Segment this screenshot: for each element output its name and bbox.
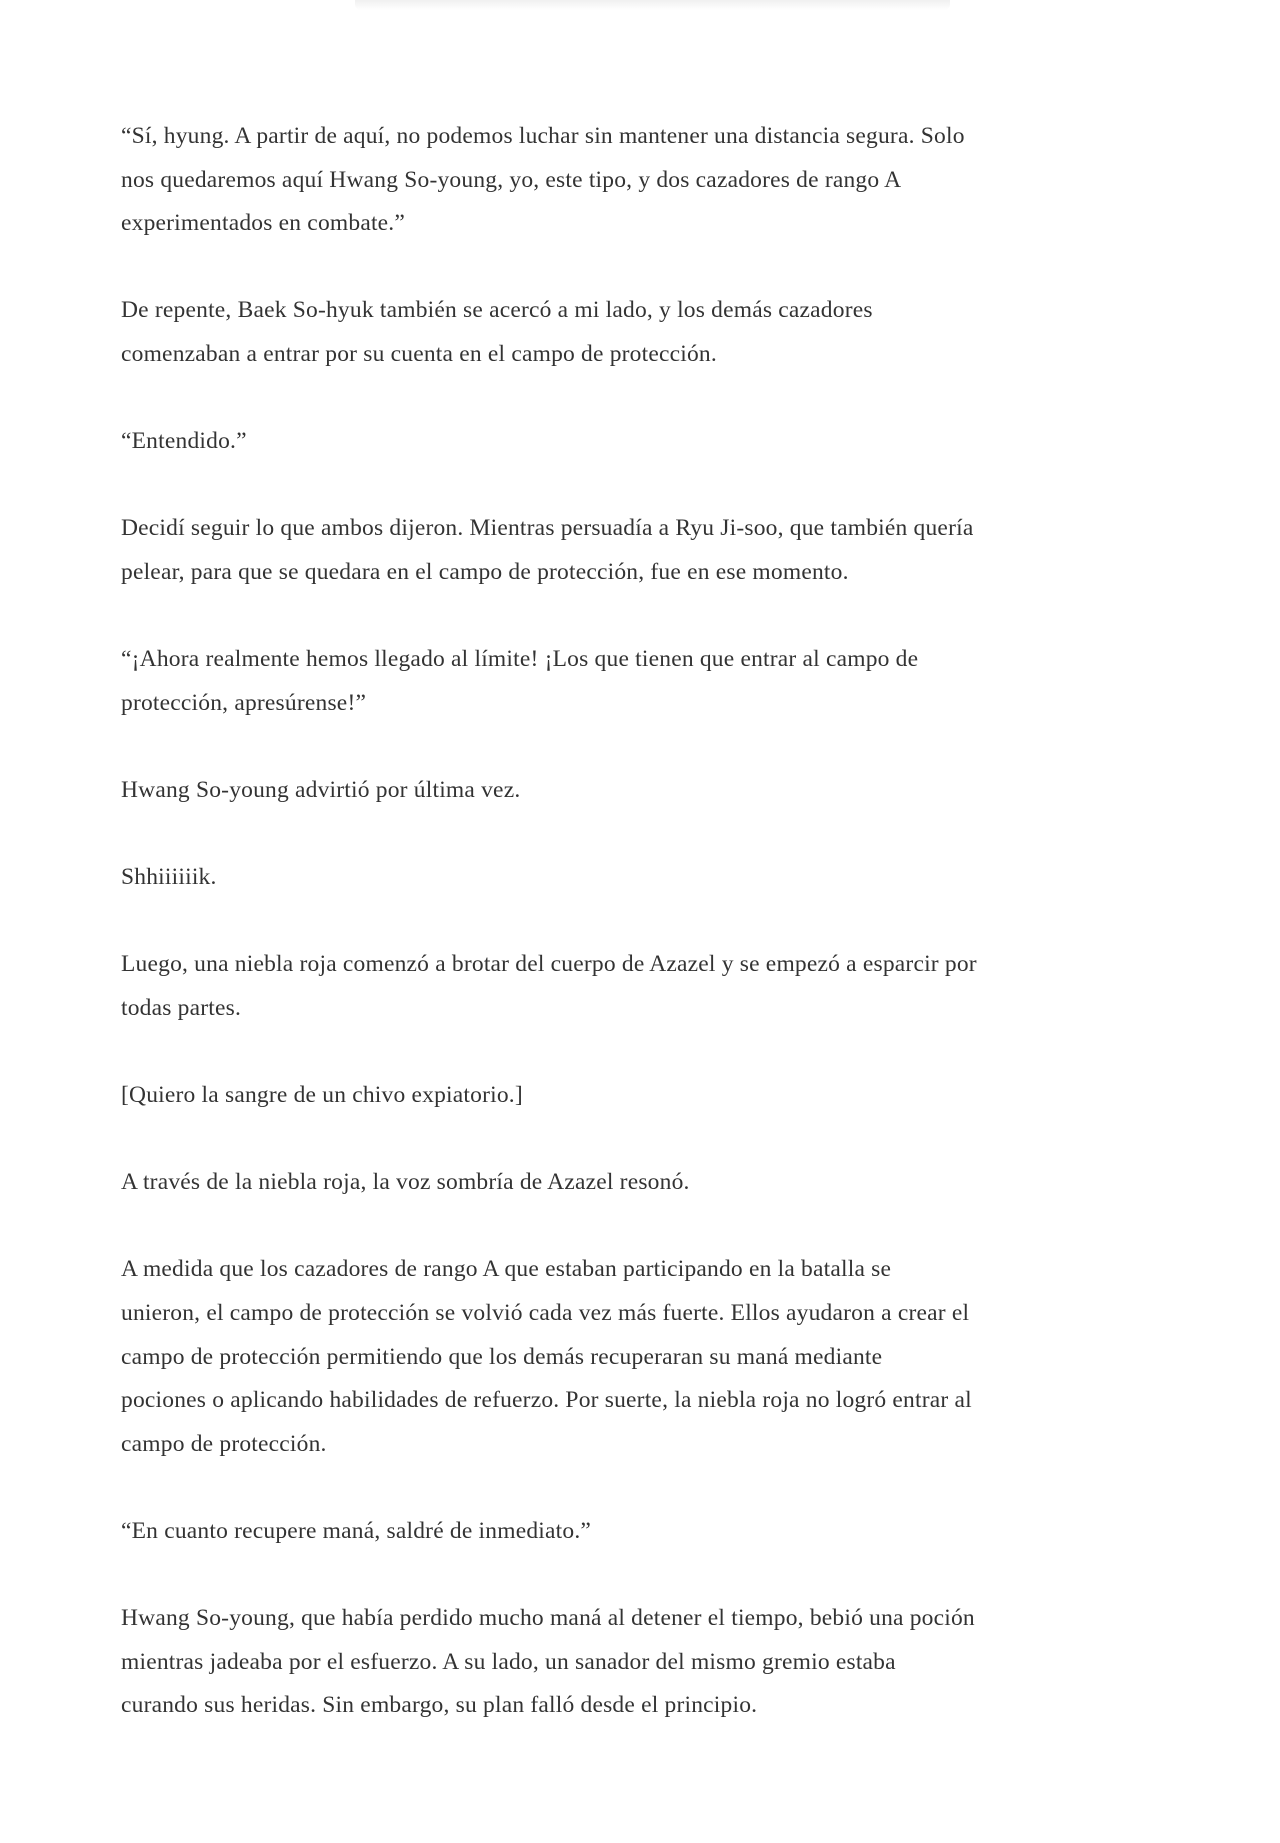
text-line: “Entendido.” <box>121 428 247 455</box>
text-line: campo de protección. <box>121 1430 327 1457</box>
top-shadow <box>355 0 950 10</box>
text-line: protección, apresúrense!” <box>121 689 367 716</box>
text-line: nos quedaremos aquí Hwang So-young, yo, este tipo, y dos cazadores de rango A <box>121 166 902 193</box>
text-line: Shhiiiiiik. <box>121 864 217 891</box>
paragraph <box>121 1161 1171 1205</box>
text-line: A medida que los cazadores de rango A que estaban participando en la batalla se <box>121 1256 892 1283</box>
paragraph <box>121 289 1171 376</box>
paragraph <box>121 1074 1171 1118</box>
paragraph <box>121 1248 1171 1466</box>
text-line: mientras jadeaba por el esfuerzo. A su lado, un sanador del mismo gremio estaba <box>121 1648 896 1675</box>
text-line: unieron, el campo de protección se volvió cada vez más fuerte. Ellos ayudaron a crear el <box>121 1300 970 1327</box>
text-line: experimentados en combate.” <box>121 210 406 237</box>
paragraph <box>121 638 1171 725</box>
text-line: Luego, una niebla roja comenzó a brotar del cuerpo de Azazel y se empezó a esparcir por <box>121 951 977 978</box>
chapter-text <box>121 115 1171 1772</box>
paragraph <box>121 115 1171 246</box>
text-line: comenzaban a entrar por su cuenta en el campo de protección. <box>121 340 717 367</box>
text-line: campo de protección permitiendo que los demás recuperaran su maná mediante <box>121 1343 883 1370</box>
text-line: Hwang So-young advirtió por última vez. <box>121 776 521 803</box>
text-line: “¡Ahora realmente hemos llegado al límite! ¡Los que tienen que entrar al campo de <box>121 646 919 673</box>
text-line: Decidí seguir lo que ambos dijeron. Mientras persuadía a Ryu Ji-soo, que también quería <box>121 515 974 542</box>
text-line: “Sí, hyung. A partir de aquí, no podemos luchar sin mantener una distancia segura. Solo <box>121 123 965 149</box>
paragraph <box>121 769 1171 813</box>
paragraph <box>121 507 1171 594</box>
text-line: pelear, para que se quedara en el campo de protección, fue en ese momento. <box>121 558 849 585</box>
text-line: curando sus heridas. Sin embargo, su plan falló desde el principio. <box>121 1692 758 1719</box>
text-line: todas partes. <box>121 994 242 1021</box>
text-line: [Quiero la sangre de un chivo expiatorio.] <box>121 1082 523 1109</box>
paragraph <box>121 856 1171 900</box>
text-line: De repente, Baek So-hyuk también se acercó a mi lado, y los demás cazadores <box>121 297 873 324</box>
paragraph <box>121 943 1171 1030</box>
text-line: “En cuanto recupere maná, saldré de inmediato.” <box>121 1518 592 1544</box>
text-line: A través de la niebla roja, la voz sombría de Azazel resonó. <box>121 1169 690 1196</box>
paragraph <box>121 420 1171 464</box>
paragraph <box>121 1597 1171 1728</box>
text-line: pociones o aplicando habilidades de refuerzo. Por suerte, la niebla roja no logró entrar al <box>121 1387 972 1414</box>
text-line: Hwang So-young, que había perdido mucho maná al detener el tiempo, bebió una poción <box>121 1605 975 1632</box>
paragraph <box>121 1510 1171 1554</box>
